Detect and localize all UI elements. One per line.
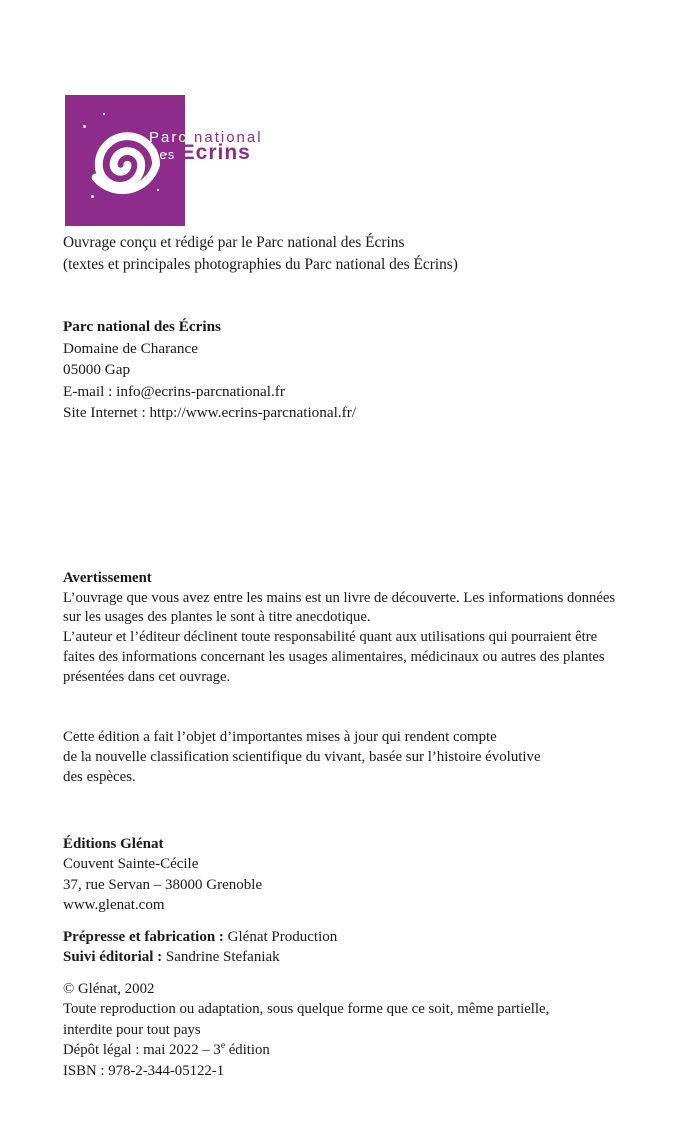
publisher-website: www.glenat.com [63, 897, 165, 914]
warning-section [63, 569, 615, 687]
logo-word-parc: Parc [149, 129, 188, 146]
authorship-note [63, 232, 458, 276]
legal-deposit-text: Dépôt légal : mai 2022 – 3 [63, 1042, 221, 1059]
publisher-line: Couvent Sainte-Cécile [63, 856, 199, 873]
edition-note [63, 727, 541, 787]
logo-word-ecrins: Ecrins [180, 141, 251, 164]
prepress-value: Glénat Production [227, 929, 338, 945]
copyright-line: interdite pour tout pays [63, 1021, 201, 1038]
warning-title: Avertissement [63, 570, 152, 586]
park-name: Parc national des Écrins [63, 318, 221, 335]
logo-speckle [103, 113, 105, 115]
edition-line: de la nouvelle classification scientifique du vivant, basée sur l’histoire évolutive [63, 749, 541, 765]
production-credits [63, 927, 337, 968]
prepress-label: Prépresse et fabrication : [63, 929, 224, 945]
park-address [63, 316, 356, 424]
copyright-line: Toute reproduction ou adaptation, sous quelque forme que ce soit, même partielle, [63, 1001, 550, 1018]
edition-line: des espèces. [63, 769, 136, 785]
publisher-address [63, 834, 262, 916]
legal-deposit-sup: e [220, 1041, 226, 1052]
address-line: Domaine de Charance [63, 339, 198, 357]
warning-line: L’auteur et l’éditeur déclinent toute responsabilité quant aux utilisations qui pourraient être [63, 629, 598, 646]
warning-line: faites des informations concernant les usages alimentaires, médicinaux ou autres des plantes [63, 648, 605, 665]
logo-word-des: des [151, 148, 176, 162]
publisher-name: Éditions Glénat [63, 836, 164, 852]
editorial-value: Sandrine Stefaniak [165, 949, 280, 966]
park-email: E-mail : info@ecrins-parcnational.fr [63, 382, 285, 400]
logo-speckle [91, 195, 94, 198]
publisher-line: 37, rue Servan – 38000 Grenoble [63, 876, 263, 893]
edition-line: Cette édition a fait l’objet d’importantes mises à jour qui rendent compte [63, 729, 497, 745]
editorial-credit [63, 947, 337, 967]
prepress-credit [63, 927, 337, 947]
isbn-line: ISBN : 978-2-344-05122-1 [63, 1062, 225, 1079]
park-website: Site Internet : http://www.ecrins-parcnational.fr/ [63, 404, 356, 421]
copyright-section [63, 979, 549, 1081]
copyright-line: © Glénat, 2002 [63, 981, 155, 997]
authorship-line: (textes et principales photographies du Parc national des Écrins) [63, 256, 458, 273]
legal-deposit-suffix: édition [225, 1042, 270, 1059]
authorship-line: Ouvrage conçu et rédigé par le Parc national des Écrins [63, 234, 405, 251]
warning-line: L’ouvrage que vous avez entre les mains est un livre de découverte. Les informations données [63, 589, 616, 606]
logo-word-national: national [194, 129, 263, 146]
warning-line: présentées dans cet ouvrage. [63, 668, 231, 685]
address-line: 05000 Gap [63, 361, 131, 378]
parc-ecrins-logo [65, 95, 263, 226]
warning-line: sur les usages des plantes le sont à titre anecdotique. [63, 609, 371, 626]
legal-deposit-line [63, 1040, 549, 1060]
logo-wordmark-line2 [151, 141, 251, 165]
logo-speckle [83, 125, 86, 128]
editorial-label: Suivi éditorial : [63, 949, 163, 966]
logo-speckle [157, 189, 159, 191]
